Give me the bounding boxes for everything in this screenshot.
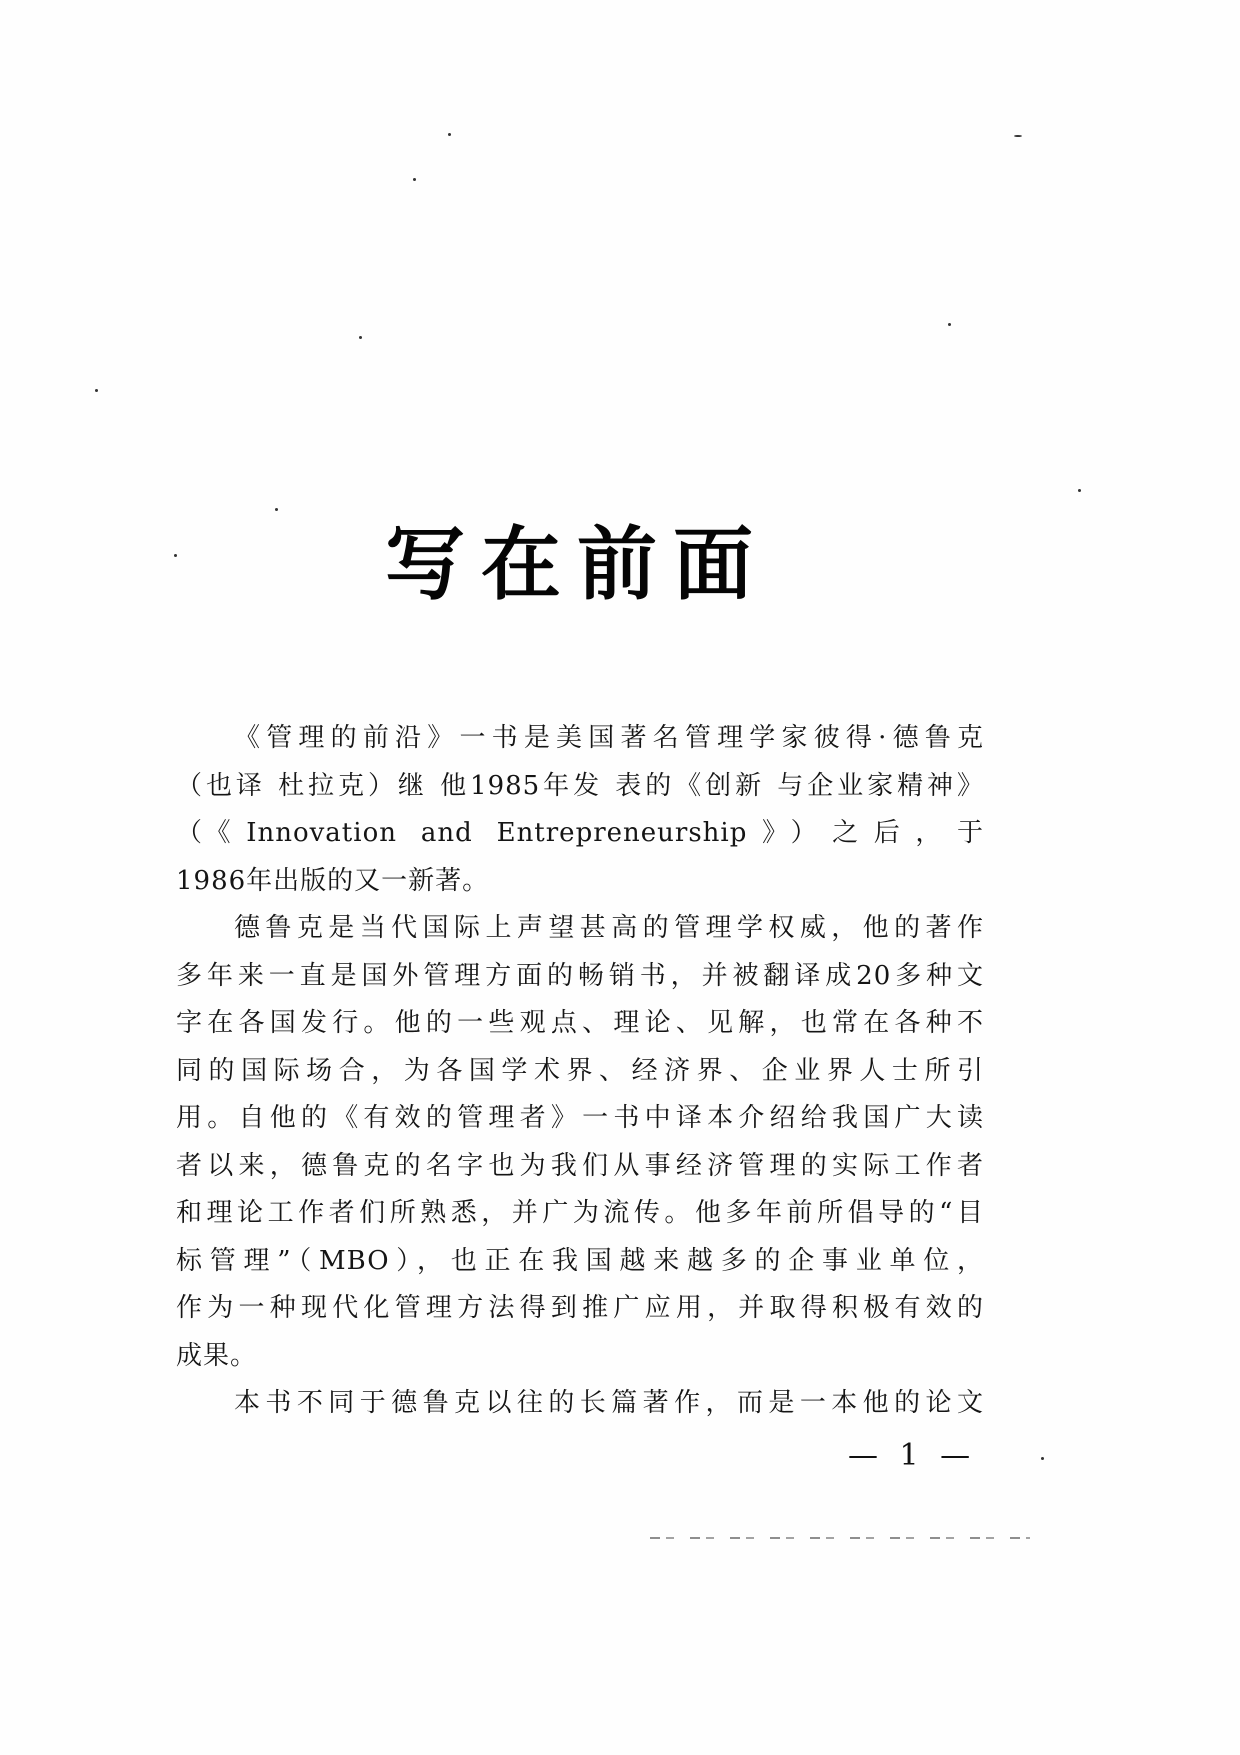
body-text — [176, 715, 984, 1428]
scan-artifact-line — [650, 1537, 1030, 1539]
text-line: 标管理”（MBO），也正在我国越来越多的企事业单位， — [176, 1245, 984, 1276]
page-title: 写在前面 — [385, 518, 769, 611]
scan-speck — [359, 336, 362, 339]
paragraph-2 — [176, 905, 984, 1380]
text-line: （《Innovation and Entrepreneurship》）之后，于 — [176, 818, 984, 848]
scan-speck — [1078, 489, 1081, 492]
scan-speck — [448, 133, 451, 136]
text-line: 字在各国发行。他的一些观点、理论、见解，也常在各种不 — [176, 1008, 984, 1038]
text-line: 多年来一直是国外管理方面的畅销书，并被翻译成20多种文 — [176, 960, 984, 991]
text-line: 同的国际场合，为各国学术界、经济界、企业界人士所引 — [176, 1055, 984, 1086]
text-line: 者以来，德鲁克的名字也为我们从事经济管理的实际工作者 — [176, 1150, 984, 1181]
scan-speck — [275, 508, 278, 511]
scan-speck — [95, 389, 98, 392]
scan-speck — [1041, 1457, 1044, 1460]
page-number: — 1 — — [848, 1438, 977, 1473]
text-line: 作为一种现代化管理方法得到推广应用，并取得积极有效的 — [176, 1293, 984, 1323]
text-line: （也译 杜拉克）继 他1985年发 表的《创新 与企业家精神》 — [176, 770, 984, 801]
text-line: 用。自他的《有效的管理者》一书中译本介绍给我国广大读 — [176, 1103, 984, 1133]
text-line: 德鲁克是当代国际上声望甚高的管理学权威，他的著作 — [234, 913, 984, 943]
text-line: 本书不同于德鲁克以往的长篇著作，而是一本他的论文 — [234, 1388, 984, 1418]
text-line: 《管理的前沿》一书是美国著名管理学家彼得·德鲁克 — [234, 723, 984, 753]
paragraph-3 — [176, 1380, 984, 1428]
paragraph-1 — [176, 715, 984, 905]
scan-speck — [174, 554, 177, 557]
scan-speck — [413, 178, 416, 181]
scan-speck — [1014, 135, 1022, 137]
text-line: 1986年出版的又一新著。 — [176, 865, 490, 896]
scan-speck — [948, 323, 951, 326]
text-line: 成果。 — [176, 1340, 258, 1371]
text-line: 和理论工作者们所熟悉，并广为流传。他多年前所倡导的“目 — [176, 1198, 984, 1228]
